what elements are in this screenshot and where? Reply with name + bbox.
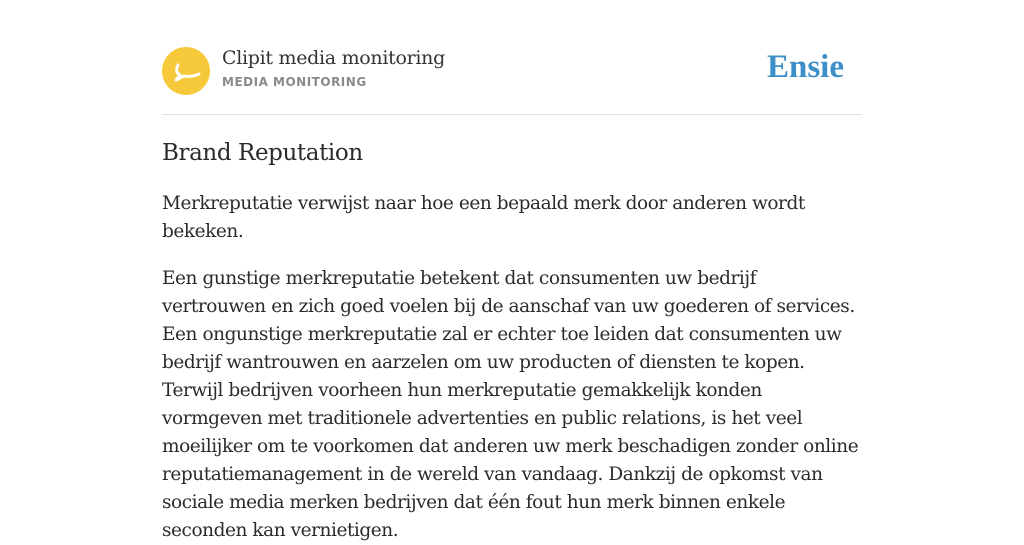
source-logo[interactable] xyxy=(162,47,210,95)
article-paragraph-intro: Merkreputatie verwijst naar hoe een bepaald merk door anderen wordt bekeken. xyxy=(162,193,805,242)
source-title[interactable]: Clipit media monitoring xyxy=(222,47,445,69)
article xyxy=(162,138,862,545)
source-subtitle: MEDIA MONITORING xyxy=(222,75,367,89)
article-heading: Brand Reputation xyxy=(162,140,363,166)
article-paragraph-body: Een gunstige merkreputatie betekent dat consumenten uw bedrijf vertrouwen en zich goed voelen bij de aanschaf van uw goederen of services. Een ongunstige merkreputatie zal er echter toe leiden dat consumenten uw bedrijf wantrouwen en aarzelen om uw producten of diensten te kopen. Terwijl bedrijven voorheen hun merkreputatie gemakkelijk konden vormgeven met traditionele advertenties en public relations, is het veel moeilijker om te voorkomen dat anderen uw merk beschadigen zonder online reputatiemanagement in de wereld van vandaag. Dankzij de opkomst van sociale media merken bedrijven dat één fout hun merk binnen enkele seconden kan vernietigen. xyxy=(162,268,859,541)
brand-logo[interactable]: Ensie xyxy=(766,49,844,85)
speech-bubble-icon xyxy=(162,47,210,95)
header xyxy=(162,44,862,115)
